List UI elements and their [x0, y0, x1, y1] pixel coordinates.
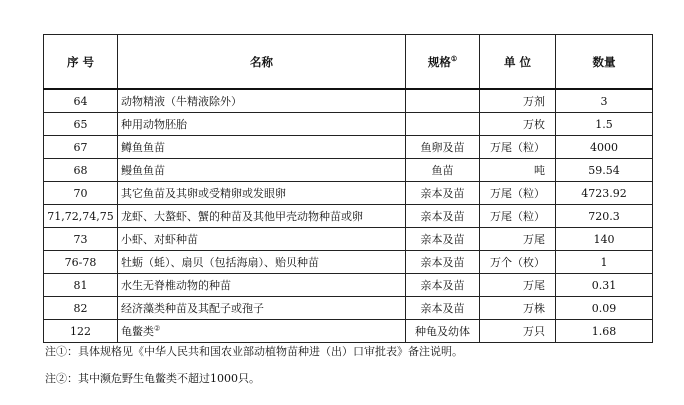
cell-name-text: 动物精液（牛精液除外）: [121, 95, 242, 108]
cell-spec: 亲本及苗: [406, 205, 480, 228]
cell-no: 71,72,74,75: [44, 205, 118, 228]
table-row: [44, 182, 653, 205]
cell-name: [118, 205, 406, 228]
cell-no: 122: [44, 320, 118, 343]
cell-name-text: 牡蛎（蚝）、扇贝（包括海扇）、贻贝种苗: [121, 256, 319, 269]
footnote-1: 注①：具体规格见《中华人民共和国农业部动植物苗种进（出）口审批表》备注说明。: [45, 345, 463, 358]
header-name: 名称: [118, 35, 406, 90]
cell-name-text: 鳟鱼鱼苗: [121, 141, 165, 154]
cell-qty: 4723.92: [556, 182, 653, 205]
cell-no: 76-78: [44, 251, 118, 274]
cell-spec: [406, 113, 480, 136]
table-row: [44, 159, 653, 182]
cell-unit: 万尾: [480, 228, 556, 251]
table-row: [44, 136, 653, 159]
cell-unit: 万尾（粒）: [480, 136, 556, 159]
header-spec-footnote-mark: ①: [450, 53, 458, 63]
cell-qty: 1.68: [556, 320, 653, 343]
table-row: [44, 274, 653, 297]
cell-name: [118, 297, 406, 320]
table-row: [44, 297, 653, 320]
cell-name-text: 水生无脊椎动物的种苗: [121, 279, 231, 292]
table-row: [44, 228, 653, 251]
cell-spec: 亲本及苗: [406, 182, 480, 205]
cell-name: [118, 274, 406, 297]
header-no: 序 号: [44, 35, 118, 90]
cell-qty: 0.09: [556, 297, 653, 320]
cell-unit: 吨: [480, 159, 556, 182]
cell-no: 81: [44, 274, 118, 297]
cell-unit: 万尾: [480, 274, 556, 297]
table-row: [44, 251, 653, 274]
cell-spec: 种龟及幼体: [406, 320, 480, 343]
cell-name-text: 其它鱼苗及其卵或受精卵或发眼卵: [121, 187, 286, 200]
cell-no: 65: [44, 113, 118, 136]
cell-name: [118, 320, 406, 343]
cell-no: 73: [44, 228, 118, 251]
cell-spec: 亲本及苗: [406, 251, 480, 274]
cell-name: [118, 182, 406, 205]
cell-qty: 4000: [556, 136, 653, 159]
cell-name-text: 鳗鱼鱼苗: [121, 164, 165, 177]
cell-spec: 鱼卵及苗: [406, 136, 480, 159]
cell-qty: 1.5: [556, 113, 653, 136]
cell-spec: 亲本及苗: [406, 297, 480, 320]
cell-name-text: 种用动物胚胎: [121, 118, 187, 131]
cell-unit: 万株: [480, 297, 556, 320]
table-row: [44, 89, 653, 113]
cell-name: [118, 136, 406, 159]
cell-no: 64: [44, 89, 118, 113]
cell-unit: 万剂: [480, 89, 556, 113]
table-header-row: [44, 35, 653, 90]
table-row: [44, 113, 653, 136]
cell-name-text: 小虾、对虾种苗: [121, 233, 198, 246]
table-row: [44, 320, 653, 343]
cell-unit: 万尾（粒）: [480, 205, 556, 228]
header-qty: 数量: [556, 35, 653, 90]
cell-spec: 鱼苗: [406, 159, 480, 182]
cell-name: [118, 89, 406, 113]
table-row: [44, 205, 653, 228]
cell-spec: 亲本及苗: [406, 274, 480, 297]
header-unit: 单 位: [480, 35, 556, 90]
header-spec-label: 规格: [427, 54, 451, 69]
seedling-quota-table: [43, 34, 653, 343]
cell-no: 82: [44, 297, 118, 320]
cell-spec: [406, 89, 480, 113]
cell-qty: 59.54: [556, 159, 653, 182]
cell-name-footnote-mark: ②: [154, 324, 161, 333]
cell-no: 67: [44, 136, 118, 159]
cell-name: [118, 251, 406, 274]
cell-name-text: 经济藻类种苗及其配子或孢子: [121, 302, 264, 315]
cell-unit: 万只: [480, 320, 556, 343]
cell-qty: 3: [556, 89, 653, 113]
cell-qty: 720.3: [556, 205, 653, 228]
cell-unit: 万枚: [480, 113, 556, 136]
cell-spec: 亲本及苗: [406, 228, 480, 251]
cell-name: [118, 228, 406, 251]
cell-name-text: 龙虾、大螯虾、蟹的种苗及其他甲壳动物种苗或卵: [121, 210, 363, 223]
cell-no: 68: [44, 159, 118, 182]
cell-qty: 140: [556, 228, 653, 251]
cell-name: [118, 159, 406, 182]
cell-no: 70: [44, 182, 118, 205]
header-spec: [406, 35, 480, 90]
cell-qty: 1: [556, 251, 653, 274]
cell-name-text: 龟鳖类: [121, 325, 154, 338]
cell-unit: 万尾（粒）: [480, 182, 556, 205]
footnote-2: 注②：其中濒危野生龟鳖类不超过1000只。: [45, 372, 260, 385]
cell-qty: 0.31: [556, 274, 653, 297]
cell-name: [118, 113, 406, 136]
cell-unit: 万个（枚）: [480, 251, 556, 274]
